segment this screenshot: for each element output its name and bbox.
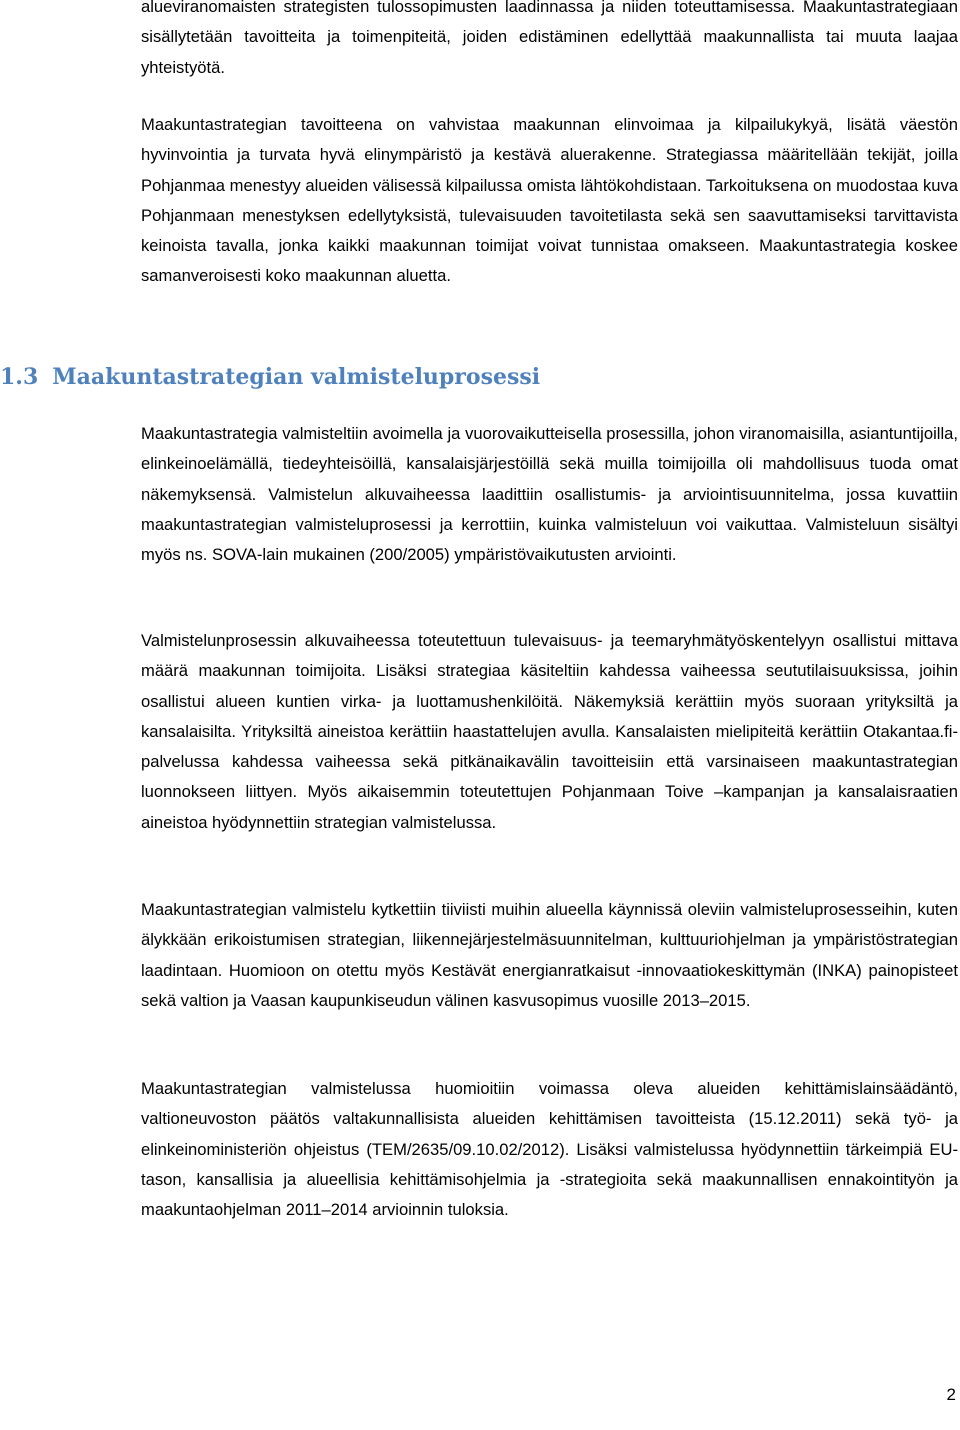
paragraph-continuation: alueviranomaisten strategisten tulossopimusten laadinnassa ja niiden toteuttamisessa. Maakuntastrategiaan sisällytetään tavoitteita ja toimenpiteitä, joiden edistäminen edellyttää maakunnallista tai muuta laajaa yhteistyötä. xyxy=(141,0,958,77)
section-number: 1.3 xyxy=(0,364,39,390)
section-title: Maakuntastrategian valmisteluprosessi xyxy=(52,364,541,390)
paragraph-linked-processes: Maakuntastrategian valmistelu kytkettiin tiiviisti muihin alueella käynnissä oleviin valmisteluprosesseihin, kuten älykkään erikoistumisen strategian, liikennejärjestelmäsuunnitelman, kulttuuriohjelman ja ympäristöstrategian laadintaan. Huomioon on otettu myös Kestävät energianratkaisut -innovaatiokeskittymän (INKA) painopisteet sekä valtion ja Vaasan kaupunkiseudun välinen kasvusopimus vuosille 2013–2015. xyxy=(141,900,958,1010)
page-number: 2 xyxy=(946,1385,956,1404)
section-heading xyxy=(0,362,540,392)
paragraph-preparation: Maakuntastrategia valmisteltiin avoimella ja vuorovaikutteisella prosessilla, johon viranomaisilla, asiantuntijoilla, elinkeinoelämällä, tiedeyhteisöillä, kansalaisjärjestöillä sekä muilla toimijoilla oli mahdollisuus tuoda omat näkemyksensä. Valmistelun alkuvaiheessa laadittiin osallistumis- ja arviointisuunnitelma, jossa kuvattiin maakuntastrategian valmisteluprosessi ja kerrottiin, kuinka valmisteluun voi vaikuttaa. Valmisteluun sisältyi myös ns. SOVA-lain mukainen (200/2005) ympäristövaikutusten arviointi. xyxy=(141,424,958,565)
paragraph-legislation: Maakuntastrategian valmistelussa huomioitiin voimassa oleva alueiden kehittämislainsäädäntö, valtioneuvoston päätös valtakunnallisista alueiden kehittämisen tavoitteista (15.12.2011) sekä työ- ja elinkeinoministeriön ohjeistus (TEM/2635/09.10.02/2012). Lisäksi valmistelussa hyödynnettiin tärkeimpiä EU-tason, kansallisia ja alueellisia kehittämisohjelmia ja -strategioita sekä maakunnallisen ennakointityön ja maakuntaohjelman 2011–2014 arvioinnin tuloksia. xyxy=(141,1079,958,1220)
paragraph-strategy-goals: Maakuntastrategian tavoitteena on vahvistaa maakunnan elinvoimaa ja kilpailukykyä, lisätä väestön hyvinvointia ja turvata hyvä elinympäristö ja kestävä aluerakenne. Strategiassa määritellään tekijät, joilla Pohjanmaa menestyy alueiden välisessä kilpailussa omista lähtökohdistaan. Tarkoituksena on muodostaa kuva Pohjanmaan menestyksen edellytyksistä, tulevaisuuden tavoitetilasta sekä sen saavuttamiseksi tarvittavista keinoista tavalla, jonka kaikki maakunnan toimijat voivat tunnistaa omakseen. Maakuntastrategia koskee samanveroisesti koko maakunnan aluetta. xyxy=(141,115,958,286)
paragraph-participation: Valmistelunprosessin alkuvaiheessa toteutettuun tulevaisuus- ja teemaryhmätyöskentelyyn osallistui mittava määrä maakunnan toimijoita. Lisäksi strategiaa käsiteltiin kahdessa vaiheessa seututilaisuuksissa, joihin osallistui alueen kuntien virka- ja luottamushenkilöitä. Näkemyksiä kerättiin myös suoraan yrityksiltä ja kansalaisilta. Yrityksiltä aineistoa kerättiin haastattelujen avulla. Kansalaisten mielipiteitä kerättiin Otakantaa.fi-palvelussa kahdessa vaiheessa sekä pitkänaikavälin tavoitteisiin että varsinaiseen maakuntastrategian luonnokseen liittyen. Myös aikaisemmin toteutettujen Pohjanmaan Toive –kampanjan ja kansalaisraatien aineistoa hyödynnettiin strategian valmistelussa. xyxy=(141,631,958,832)
